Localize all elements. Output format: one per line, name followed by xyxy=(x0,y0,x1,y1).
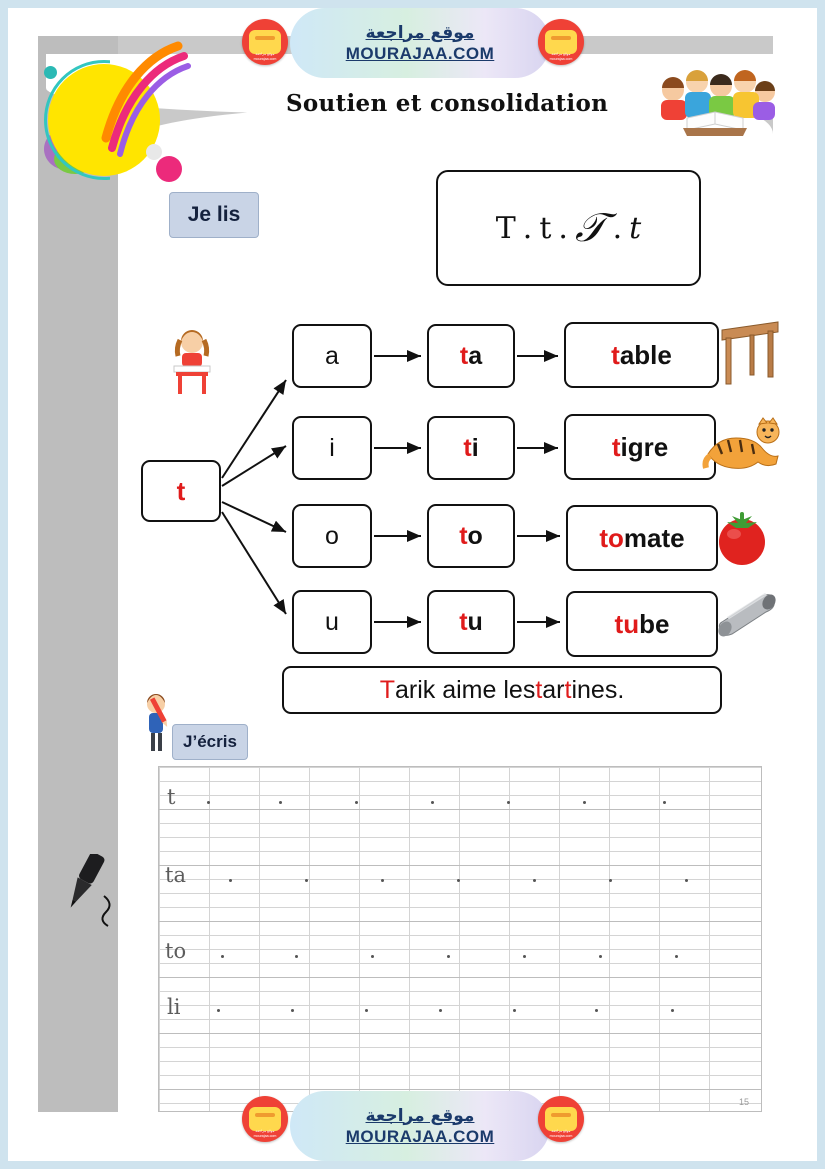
diagram-syllable-cell: t o xyxy=(427,504,515,568)
grid-dot-guides xyxy=(159,1009,762,1010)
child-writing-illustration-icon xyxy=(138,692,174,754)
sentence-part: arik aime les xyxy=(395,675,536,704)
diagram-syllable-cell: t i xyxy=(427,416,515,480)
diagram-root-letter xyxy=(141,460,221,522)
handwriting-practice-grid[interactable] xyxy=(158,766,762,1112)
vowel-text: u xyxy=(325,607,339,636)
letter-cursive-uppercase: 𝒯 xyxy=(574,205,606,251)
letter-dot: . xyxy=(522,210,533,246)
diagram-word-cell: to mate xyxy=(566,505,718,571)
watermark-latin: MOURAJAA.COM xyxy=(345,1126,495,1146)
section-badge-write: J’écris xyxy=(172,724,248,760)
worksheet-page xyxy=(8,8,817,1161)
grid-model-letter: t xyxy=(167,785,176,809)
grid-dot-guides xyxy=(159,879,762,880)
root-letter-text: t xyxy=(176,475,186,506)
girl-reading-illustration-icon xyxy=(166,326,218,398)
watermark-banner-top xyxy=(290,8,550,78)
page-title: Soutien et consolidation xyxy=(286,90,609,117)
letter-display-box xyxy=(436,170,701,286)
vowel-text: i xyxy=(329,433,335,462)
tomato-illustration-icon xyxy=(714,506,770,568)
sentence-part: ar xyxy=(542,675,565,704)
sentence-part: ines. xyxy=(571,675,625,704)
grid-model-letter: to xyxy=(165,939,187,963)
diagram-word-cell: t able xyxy=(564,322,719,388)
children-reading-illustration-icon xyxy=(653,66,778,138)
page-number: 15 xyxy=(738,1097,749,1107)
decorative-teal-dot xyxy=(44,66,57,79)
sentence-part: t xyxy=(535,675,543,704)
watermark-arabic: موقع مراجعة xyxy=(365,22,475,43)
letter-dot: . xyxy=(612,210,623,246)
letter-cursive-lowercase: t xyxy=(629,210,642,246)
sentence-part: T xyxy=(379,675,395,704)
letter-uppercase: T xyxy=(495,210,516,246)
vowel-text: a xyxy=(325,341,339,370)
table-illustration-icon xyxy=(720,312,780,388)
watermark-banner-bottom xyxy=(290,1091,550,1161)
decorative-grey-band-left xyxy=(38,36,118,1112)
site-seal-icon: موقع مراجعة mourajaa.com xyxy=(538,1096,584,1142)
letter-lowercase: t xyxy=(539,210,552,246)
decorative-swoosh-icon xyxy=(100,42,190,162)
diagram-word-cell: tu be xyxy=(566,591,718,657)
diagram-word-cell: t igre xyxy=(564,414,716,480)
decorative-grey-dot xyxy=(146,144,162,160)
grid-dot-guides xyxy=(159,955,762,956)
section-badge-read: Je lis xyxy=(169,192,259,238)
decorative-pink-dot xyxy=(156,156,182,182)
watermark-latin: MOURAJAA.COM xyxy=(345,43,495,63)
diagram-vowel-cell xyxy=(292,416,372,480)
letter-dot: . xyxy=(558,210,568,246)
site-seal-icon: موقع مراجعة mourajaa.com xyxy=(242,19,288,65)
tiger-illustration-icon xyxy=(702,410,782,472)
sentence-part: t xyxy=(564,675,572,704)
site-seal-icon: موقع مراجعة mourajaa.com xyxy=(242,1096,288,1142)
grid-dot-guides xyxy=(159,801,762,802)
watermark-arabic: موقع مراجعة xyxy=(365,1105,475,1126)
vowel-text: o xyxy=(325,521,339,550)
site-seal-icon: موقع مراجعة mourajaa.com xyxy=(538,19,584,65)
grid-model-letter: ta xyxy=(165,863,186,887)
tube-illustration-icon xyxy=(708,588,780,644)
diagram-syllable-cell: t u xyxy=(427,590,515,654)
diagram-vowel-cell xyxy=(292,324,372,388)
diagram-vowel-cell xyxy=(292,504,372,568)
practice-sentence-box xyxy=(282,666,722,714)
grid-model-letter: li xyxy=(167,995,181,1019)
diagram-vowel-cell xyxy=(292,590,372,654)
diagram-syllable-cell: t a xyxy=(427,324,515,388)
fountain-pen-illustration-icon xyxy=(60,854,130,934)
